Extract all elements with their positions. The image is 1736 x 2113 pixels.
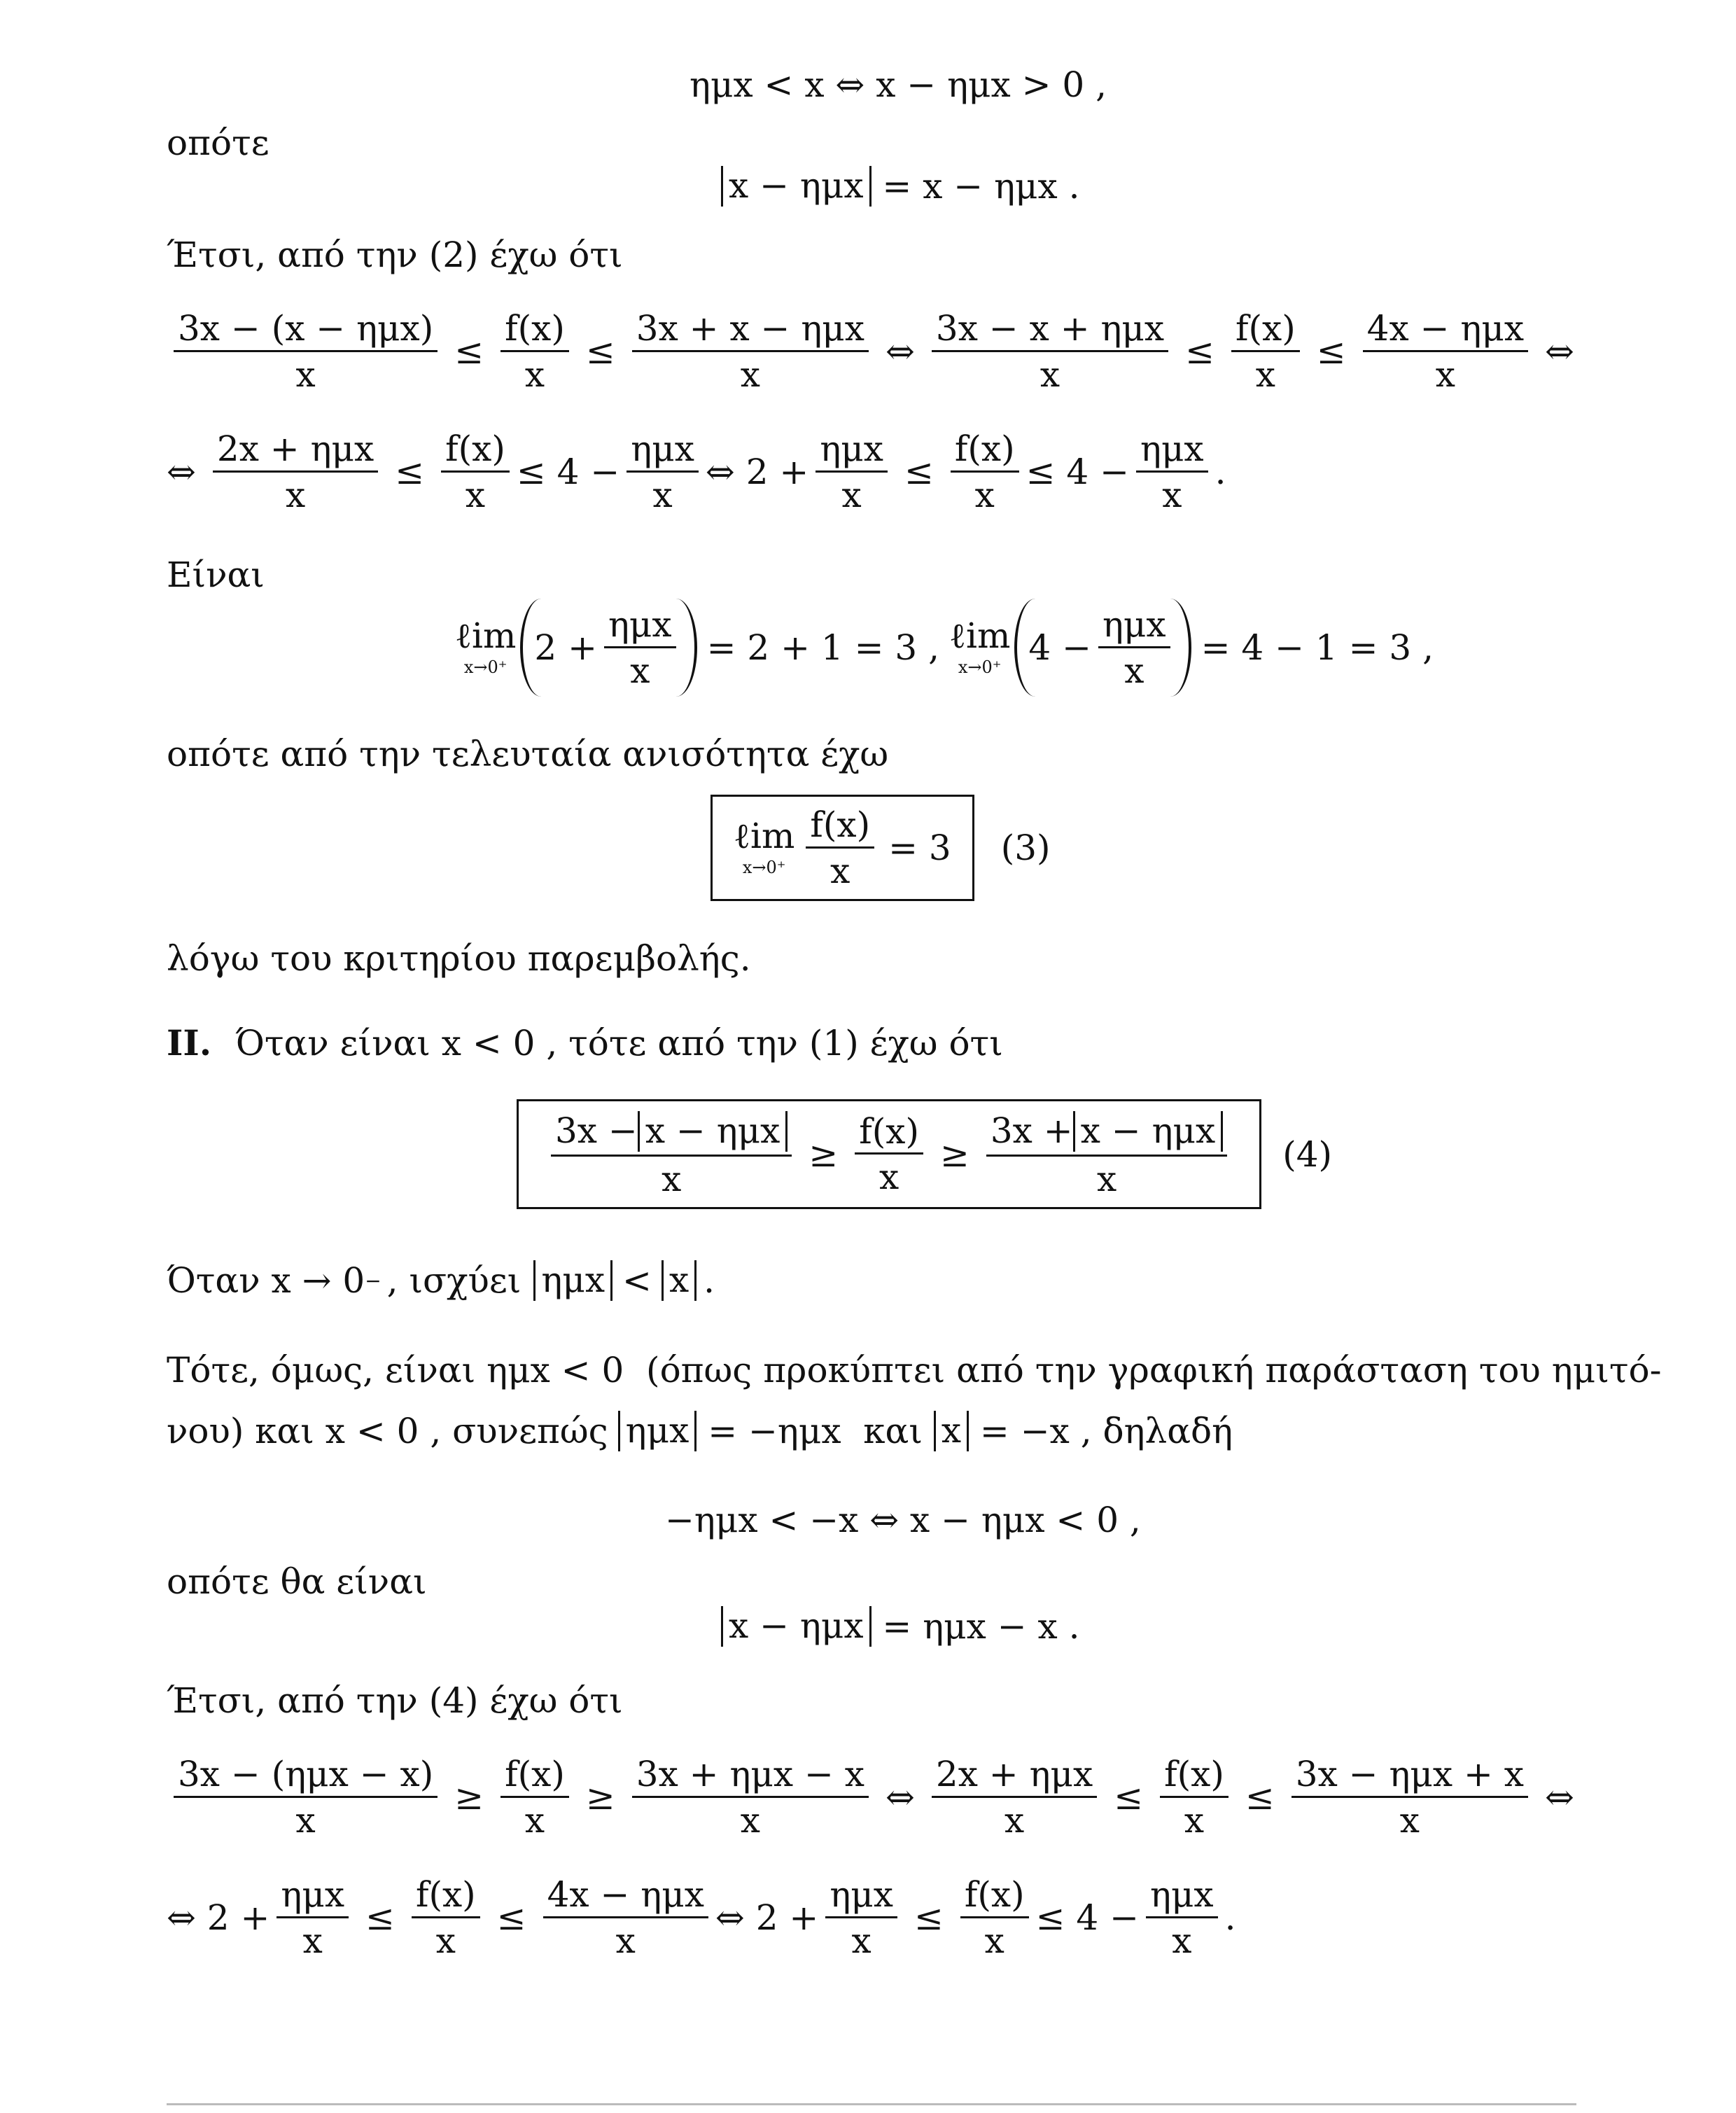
fraction: $\frac{f(x)}{x}$ (441, 431, 510, 513)
parenthesized-expression: 4 − $\frac{\text{ημx}}{x}$ (1014, 599, 1191, 697)
footer-divider (167, 2103, 1576, 2105)
fraction: $\frac{\text{3x + x − ημx}}{x}$ (632, 310, 869, 393)
parenthesized-expression: 2 + $\frac{\text{ημx}}{x}$ (520, 599, 696, 697)
section-II-heading: ΙΙ. Όταν είναι x < 0 , τότε από την (1) έχω ότι (167, 1022, 1003, 1064)
text-opote-teleutaia: οπότε από την τελευταία ανισότητα έχω (167, 734, 889, 774)
text-etsi-4: Έτσι, από την (4) έχω ότι (167, 1680, 623, 1721)
text-einai: Είναι (167, 555, 265, 595)
limit-operator: ℓim x→0⁺ (734, 816, 795, 877)
fraction: $\frac{f(x)}{x}$ (500, 1756, 569, 1839)
text-tote-2: νου) και x < 0 , συνεπώς ημx = −ημx και x = −x , δηλαδή (167, 1410, 1233, 1451)
fraction: $\frac{\text{2x + ημx}}{x}$ (213, 431, 378, 513)
equation-neg: −ημx < −x ⇔ x − ημx < 0 , (665, 1500, 1141, 1540)
text-opote-tha: οπότε θα είναι (167, 1561, 427, 1602)
boxed-equation-4 (517, 1099, 1332, 1209)
text-opote-1: οπότε (167, 123, 270, 163)
equation-box: ℓim x→0⁺ $\frac{f(x)}{x}$ = 3 (710, 795, 974, 901)
fraction: $\frac{\text{4x − ημx}}{x}$ (1363, 310, 1528, 393)
equation-tag: (3) (1000, 828, 1051, 868)
inequality-row-1: $\frac{\text{3x − (x − ημx)}}{x}$ ≤ $\frac{f(x)}{x}$ ≤ $\frac{\text{3x + x − ημx}}{x}$ ⇔ $\frac{\text{3x − x + ημx}}{x}$ ≤ $\frac{f(x)}{x}$ ≤ $\frac{\text{4x − ημx}}{x}$ ⇔ (167, 308, 1584, 393)
fraction: $\frac{f(x)}{x}$ (806, 807, 874, 889)
fraction: $\frac{\text{ημx}}{x}$ (825, 1876, 897, 1959)
limits-row: ℓim x→0⁺ 2 + $\frac{\text{ημx}}{x}$ = 2 + 1 = 3 , ℓim x→0⁺ 4 − $\frac{\text{ημx}}{x}$ = 4 − 1 = 3 , (455, 599, 1434, 697)
fraction: $\frac{\text{3x − ημx + x}}{x}$ (1292, 1756, 1528, 1839)
fraction: $\frac{\text{ημx}}{x}$ (1098, 606, 1170, 689)
inequality-row-3: $\frac{\text{3x − (ημx − x)}}{x}$ ≥ $\frac{f(x)}{x}$ ≥ $\frac{\text{3x + ημx − x}}{x}$ ⇔ $\frac{\text{2x + ημx}}{x}$ ≤ $\frac{f(x)}{x}$ ≤ $\frac{\text{3x − ημx + x}}{x}$ ⇔ (167, 1754, 1584, 1839)
equation-line-1: ημx < x ⇔ x − ημx > 0 , (690, 64, 1107, 105)
equation-abs-2: x − ημx = ημx − x . (721, 1605, 1080, 1647)
fraction: $\frac{f(x)}{x}$ (412, 1876, 480, 1959)
fraction: $\frac{f(x)}{x}$ (1231, 310, 1300, 393)
limit-operator: ℓim x→0⁺ (949, 615, 1011, 677)
fraction: $\frac{\text{3x − x + ημx}}{x}$ (932, 310, 1168, 393)
boxed-equation-3 (710, 795, 1051, 901)
fraction: $\frac{\text{ημx}}{x}$ (1136, 431, 1208, 513)
fraction: $\frac{f(x)}{x}$ (951, 431, 1019, 513)
equation-tag: (4) (1282, 1134, 1333, 1175)
fraction: $\frac{\text{3x + ημx − x}}{x}$ (632, 1756, 869, 1839)
text-otan: Όταν x → 0 − , ισχύει ημx < x . (167, 1260, 715, 1301)
text-etsi-2: Έτσι, από την (2) έχω ότι (167, 235, 623, 275)
fraction: $\frac{\text{3x − (x − ημx)}}{x}$ (174, 310, 438, 393)
inequality-row-4: ⇔ 2 + $\frac{\text{ημx}}{x}$ ≤ $\frac{f(x)}{x}$ ≤ $\frac{\text{4x − ημx}}{x}$ ⇔ 2 + $\frac{\text{ημx}}{x}$ ≤ $\frac{f(x)}{x}$ ≤ 4 − $\frac{\text{ημx}}{x}$ . (167, 1874, 1236, 1961)
fraction: $\frac{\text{ημx}}{x}$ (816, 431, 888, 513)
equation-abs-1: x − ημx = x − ημx . (721, 165, 1080, 207)
text-tote-1: Τότε, όμως, είναι ημx < 0 (όπως προκύπτει από την γραφική παράσταση του ημιτό- (167, 1350, 1662, 1390)
fraction: $\frac{f(x)}{x}$ (960, 1876, 1029, 1959)
fraction: $\frac{\text{4x − ημx}}{x}$ (543, 1876, 708, 1959)
fraction: $\frac{\text{ημx}}{x}$ (604, 606, 676, 689)
fraction: $\frac{\text{2x + ημx}}{x}$ (932, 1756, 1097, 1839)
fraction: $\frac{\text{ημx}}{x}$ (276, 1876, 349, 1959)
fraction: $\frac{\text{3x − x − ημx}}{x}$ (551, 1111, 792, 1197)
fraction: $\frac{\text{ημx}}{x}$ (1146, 1876, 1218, 1959)
text-logo: λόγω του κριτηρίου παρεμβολής. (167, 938, 751, 979)
fraction: $\frac{f(x)}{x}$ (1160, 1756, 1228, 1839)
fraction: $\frac{f(x)}{x}$ (855, 1113, 923, 1196)
equation-box: $\frac{\text{3x − x − ημx}}{x}$ ≥ $\frac{f(x)}{x}$ ≥ $\frac{\text{3x + x − ημx}}{x}$ (517, 1099, 1261, 1209)
abs-expression: x − ημx (721, 1606, 872, 1647)
fraction: $\frac{\text{ημx}}{x}$ (626, 431, 699, 513)
fraction: $\frac{\text{3x − (ημx − x)}}{x}$ (174, 1756, 438, 1839)
fraction: $\frac{f(x)}{x}$ (500, 310, 569, 393)
abs-expression: x − ημx (721, 166, 872, 207)
fraction: $\frac{\text{3x + x − ημx}}{x}$ (986, 1111, 1227, 1197)
inequality-row-2: ⇔ $\frac{\text{2x + ημx}}{x}$ ≤ $\frac{f(x)}{x}$ ≤ 4 − $\frac{\text{ημx}}{x}$ ⇔ 2 + $\frac{\text{ημx}}{x}$ ≤ $\frac{f(x)}{x}$ ≤ 4 − $\frac{\text{ημx}}{x}$ . (167, 428, 1226, 515)
limit-operator: ℓim x→0⁺ (455, 615, 517, 677)
